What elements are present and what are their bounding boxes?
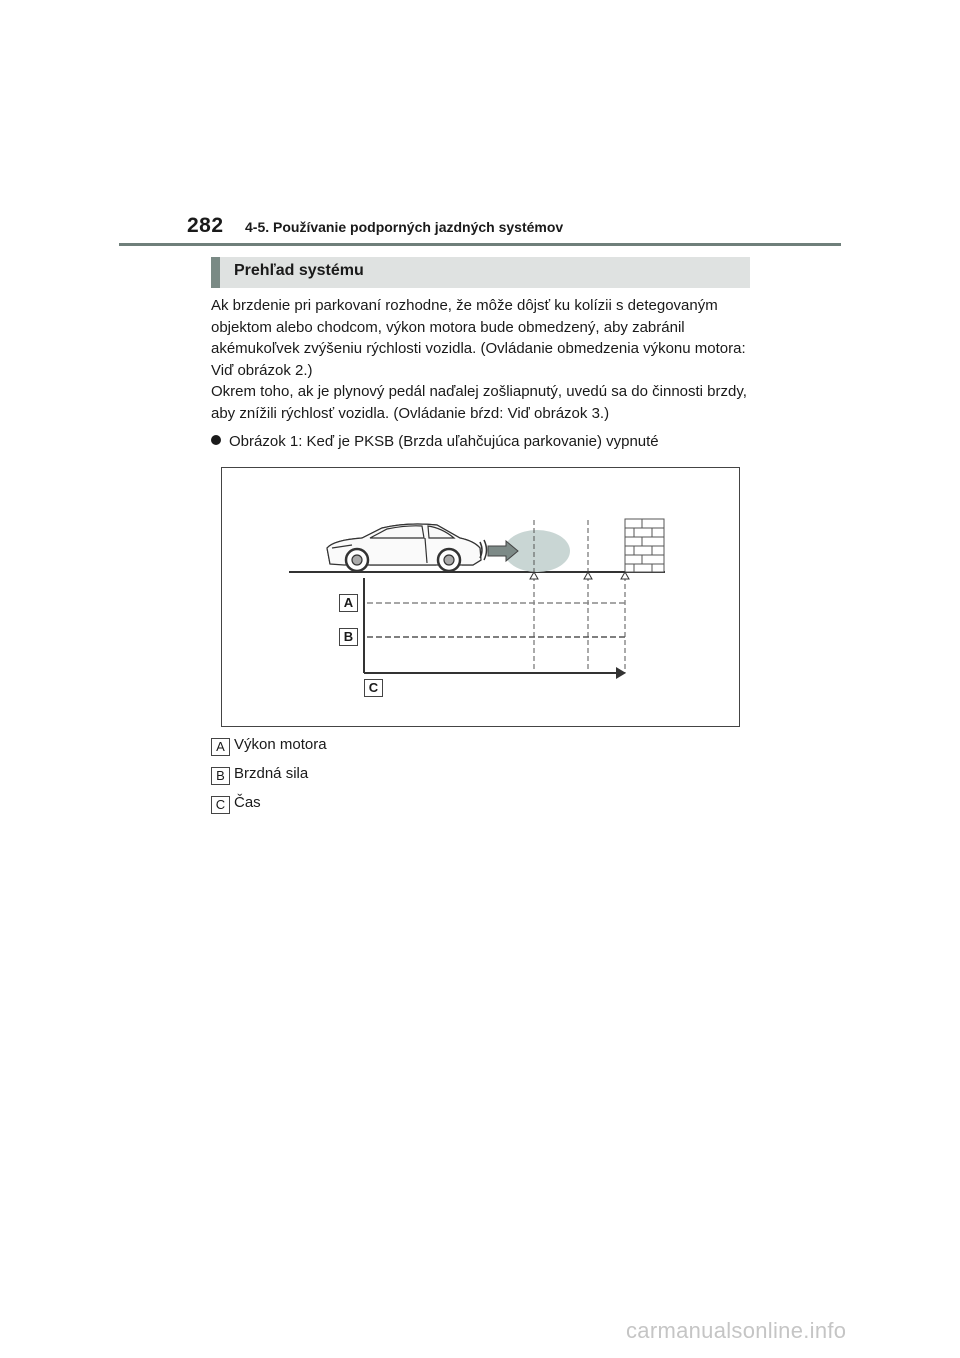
figure-label-c: C: [364, 679, 383, 697]
wall-icon: [625, 519, 664, 572]
legend-item-c: [211, 793, 261, 814]
legend-key-a: A: [211, 738, 230, 756]
figure-label-a: A: [339, 594, 358, 612]
chapter-title: 4-5. Používanie podporných jazdných systémov: [245, 219, 564, 235]
figure-1: [221, 467, 740, 727]
bullet-icon: [211, 435, 221, 445]
watermark: carmanualsonline.info: [626, 1318, 847, 1343]
legend-item-a: [211, 735, 327, 756]
figure-illustration: [222, 468, 741, 728]
body-text: [211, 295, 756, 424]
car-icon: [327, 524, 481, 571]
section-heading-box: [211, 257, 750, 288]
sensor-waves-icon: [480, 540, 487, 560]
paragraph-2: Okrem toho, ak je plynový pedál naďalej zošliapnutý, uvedú sa do činnosti brzdy, aby znížili rýchlosť vozidla. (Ovládanie bŕzd: Viď obrázok 3.): [211, 383, 747, 422]
legend-key-b: B: [211, 767, 230, 785]
figure-label-b: B: [339, 628, 358, 646]
marker-triangles: [530, 572, 629, 579]
bullet-text: Obrázok 1: Keď je PKSB (Brzda uľahčujúca parkovanie) vypnuté: [229, 433, 659, 450]
legend-text-b: Brzdná sila: [234, 765, 309, 782]
legend-text-a: Výkon motora: [234, 736, 327, 753]
page-number: 282: [187, 214, 224, 237]
section-title: Prehľad systému: [234, 262, 364, 279]
header-divider: [119, 243, 841, 246]
paragraph-1: Ak brzdenie pri parkovaní rozhodne, že môže dôjsť ku kolízii s detegovaným objektom alebo chodcom, výkon motora bude obmedzený, aby zabránil akémukoľvek zvýšeniu rýchlosti vozidla. (Ovládanie obmedzenia výkonu motora: Viď obrázok 2.): [211, 297, 746, 379]
legend-text-c: Čas: [234, 794, 261, 811]
legend-item-b: [211, 764, 308, 785]
bullet-item: [211, 432, 756, 452]
legend-key-c: C: [211, 796, 230, 814]
